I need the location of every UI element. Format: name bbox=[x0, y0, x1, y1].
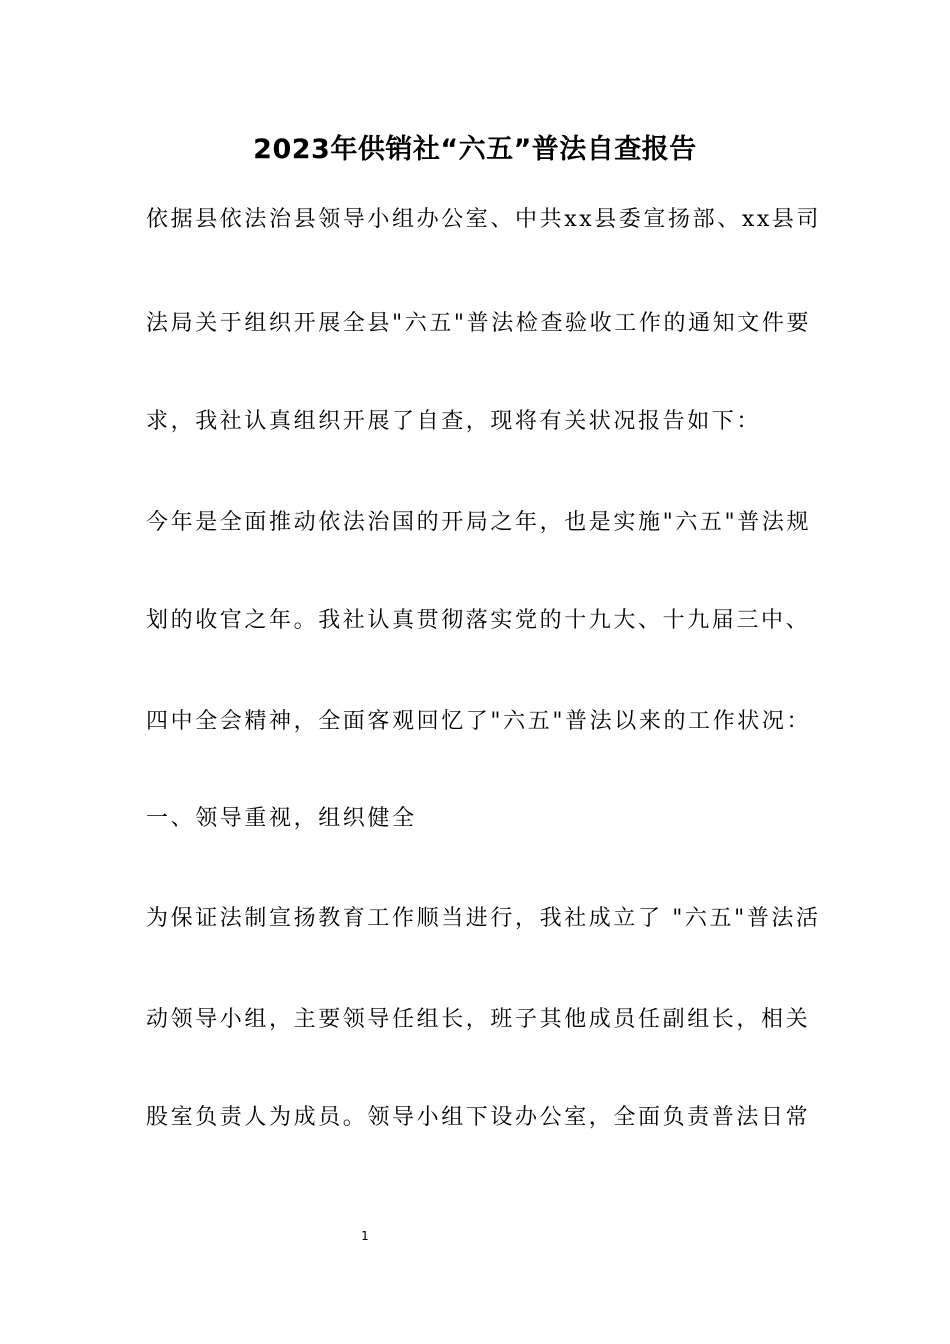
document-title: 2023年供销社“六五”普法自查报告 bbox=[253, 134, 697, 165]
paragraph-line: 法局关于组织开展全县"六五"普法检查验收工作的通知文件要 bbox=[146, 311, 812, 336]
page-number: 1 bbox=[361, 1229, 369, 1243]
paragraph-line: 求，我社认真组织开展了自查，现将有关状况报告如下： bbox=[146, 409, 762, 434]
paragraph-line: 动领导小组，主要领导任组长，班子其他成员任副组长，相关 bbox=[146, 1007, 811, 1032]
paragraph-line: 划的收官之年。我社认真贯彻落实党的十九大、十九届三中、 bbox=[146, 608, 811, 633]
paragraph-line: 依据县依法治县领导小组办公室、中共xx县委宣扬部、xx县司 bbox=[146, 207, 822, 232]
section-heading: 一、领导重视，组织健全 bbox=[146, 806, 417, 831]
paragraph-line: 四中全会精神，全面客观回忆了"六五"普法以来的工作状况： bbox=[146, 709, 812, 734]
paragraph-line: 为保证法制宣扬教育工作顺当进行，我社成立了 "六五"普法活 bbox=[146, 906, 821, 931]
paragraph-line: 今年是全面推动依法治国的开局之年，也是实施"六五"普法规 bbox=[146, 510, 812, 535]
paragraph-line: 股室负责人为成员。领导小组下设办公室，全面负责普法日常 bbox=[146, 1105, 811, 1130]
